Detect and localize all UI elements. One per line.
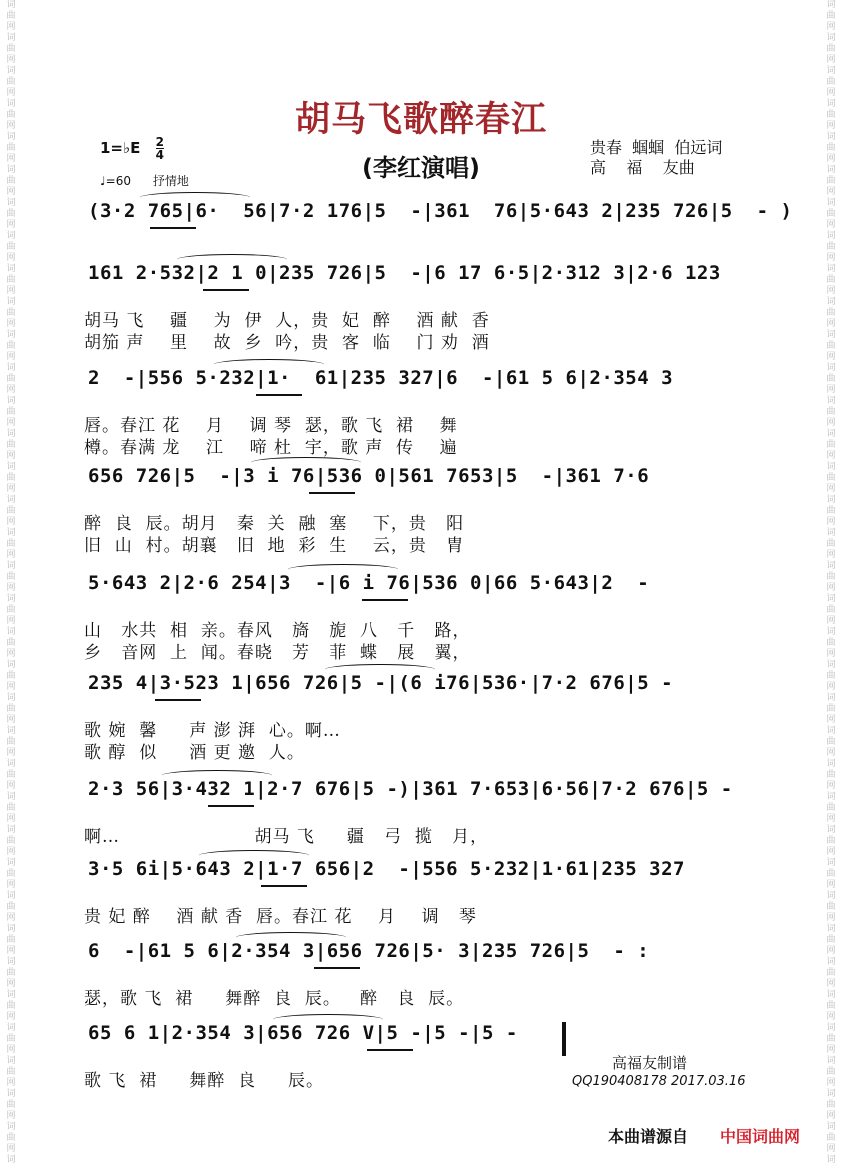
watermark-char: 曲 — [826, 539, 836, 549]
singer-label: (李红演唱) — [362, 154, 480, 182]
slur-mark — [214, 359, 324, 370]
watermark-char: 曲 — [6, 671, 16, 681]
watermark-char: 词 — [6, 627, 16, 637]
watermark-char: 曲 — [6, 11, 16, 21]
watermark-char: 曲 — [826, 1034, 836, 1044]
watermark-char: 网 — [6, 253, 16, 263]
watermark-char: 词 — [826, 726, 836, 736]
watermark-char: 网 — [826, 880, 836, 890]
watermark-char: 网 — [826, 451, 836, 461]
watermark-char: 词 — [826, 66, 836, 76]
watermark-char: 曲 — [826, 110, 836, 120]
watermark-char: 词 — [6, 561, 16, 571]
watermark-char: 网 — [826, 319, 836, 329]
watermark-char: 网 — [826, 583, 836, 593]
watermark-char: 曲 — [6, 935, 16, 945]
watermark-char: 曲 — [826, 638, 836, 648]
notation-line-7: 2·3 56|3·432 1|2·7 676|5 -)|361 7·653|6·56|7·2 676|5 - — [88, 778, 733, 800]
watermark-char: 曲 — [6, 539, 16, 549]
watermark-char: 词 — [6, 1122, 16, 1132]
watermark-char: 词 — [6, 1023, 16, 1033]
beam-line — [155, 699, 201, 701]
watermark-char: 词 — [826, 792, 836, 802]
watermark-char: 词 — [6, 264, 16, 274]
watermark-char: 网 — [826, 781, 836, 791]
watermark-char: 网 — [826, 517, 836, 527]
watermark-char: 网 — [826, 22, 836, 32]
watermark-char: 词 — [826, 693, 836, 703]
key-signature — [100, 136, 164, 161]
beam-line — [150, 227, 196, 229]
watermark-char: 网 — [6, 682, 16, 692]
site-name: 中国词曲网 — [720, 1127, 801, 1146]
watermark-char: 词 — [6, 1089, 16, 1099]
watermark-char: 网 — [826, 682, 836, 692]
watermark-char: 曲 — [826, 770, 836, 780]
lyric-verse2-line-3: 樽。春满 龙 江 啼 杜 宇，歌 声 传 遍 — [84, 438, 458, 458]
source-label: 本曲谱源自 — [608, 1127, 689, 1146]
watermark-char: 曲 — [6, 407, 16, 417]
watermark-char: 曲 — [6, 1133, 16, 1143]
watermark-char: 曲 — [826, 1133, 836, 1143]
watermark-char: 曲 — [6, 209, 16, 219]
watermark-char: 曲 — [826, 11, 836, 21]
watermark-char: 曲 — [826, 869, 836, 879]
watermark-char: 曲 — [826, 836, 836, 846]
time-bottom: 4 — [155, 148, 164, 162]
watermark-char: 网 — [826, 913, 836, 923]
watermark-char: 词 — [826, 0, 836, 10]
watermark-char: 网 — [6, 649, 16, 659]
watermark-char: 网 — [826, 484, 836, 494]
watermark-char: 曲 — [6, 1100, 16, 1110]
watermark-char: 网 — [826, 814, 836, 824]
watermark-char: 网 — [6, 583, 16, 593]
watermark-char: 网 — [6, 880, 16, 890]
beam-line — [208, 805, 254, 807]
time-signature — [156, 136, 164, 161]
notation-line-10: 65 6 1|2·354 3|656 726 V|5 -|5 -|5 - — [88, 1022, 518, 1044]
watermark-char: 曲 — [6, 308, 16, 318]
watermark-char: 网 — [826, 418, 836, 428]
watermark-char: 词 — [6, 891, 16, 901]
watermark-char: 词 — [6, 462, 16, 472]
credits — [590, 138, 722, 178]
watermark-char: 网 — [826, 220, 836, 230]
watermark-char: 曲 — [826, 209, 836, 219]
watermark-char: 词 — [6, 858, 16, 868]
watermark-char: 曲 — [6, 77, 16, 87]
watermark-char: 词 — [826, 1122, 836, 1132]
watermark-char: 网 — [6, 946, 16, 956]
watermark-char: 曲 — [826, 902, 836, 912]
watermark-char: 曲 — [826, 506, 836, 516]
watermark-char: 词 — [826, 429, 836, 439]
watermark-char: 词 — [6, 759, 16, 769]
watermark-char: 网 — [826, 748, 836, 758]
watermark-char: 曲 — [6, 506, 16, 516]
watermark-char: 网 — [6, 187, 16, 197]
watermark-char: 网 — [6, 121, 16, 131]
watermark-char: 网 — [6, 715, 16, 725]
watermark-char: 网 — [6, 550, 16, 560]
watermark-char: 曲 — [6, 1067, 16, 1077]
watermark-char: 词 — [6, 396, 16, 406]
notation-line-6: 235 4|3·523 1|656 726|5 -|(6 i76|536·|7·2 676|5 - — [88, 672, 674, 694]
watermark-char: 网 — [6, 55, 16, 65]
final-barline — [562, 1022, 566, 1056]
time-top: 2 — [155, 135, 164, 149]
watermark-char: 词 — [826, 396, 836, 406]
watermark-char: 曲 — [826, 242, 836, 252]
watermark-char: 曲 — [826, 1067, 836, 1077]
watermark-char: 曲 — [826, 143, 836, 153]
watermark-char: 曲 — [826, 473, 836, 483]
watermark-char: 词 — [826, 561, 836, 571]
watermark-char: 词 — [6, 957, 16, 967]
watermark-char: 曲 — [826, 935, 836, 945]
watermark-char: 词 — [826, 33, 836, 43]
watermark-char: 词 — [6, 726, 16, 736]
watermark-char: 词 — [826, 165, 836, 175]
lyric-verse2-line-2: 胡笳 声 里 故 乡 吟，贵 客 临 门 劝 酒 — [84, 333, 490, 353]
watermark-char: 网 — [6, 319, 16, 329]
watermark-char: 网 — [6, 88, 16, 98]
watermark-char: 网 — [6, 286, 16, 296]
beam-line — [309, 492, 355, 494]
watermark-char: 词 — [6, 1155, 16, 1165]
tempo-marking — [100, 172, 189, 189]
watermark-char: 曲 — [826, 605, 836, 615]
slur-mark — [199, 850, 309, 861]
watermark-char: 网 — [6, 1111, 16, 1121]
watermark-char: 词 — [6, 495, 16, 505]
watermark-char: 词 — [826, 1056, 836, 1066]
lyric-verse2-line-5: 乡 音网 上 闻。春晓 芳 菲 蝶 展 翼， — [84, 643, 471, 663]
watermark-char: 词 — [826, 99, 836, 109]
watermark-char: 词 — [826, 627, 836, 637]
notation-line-2: 161 2·532|2 1 0|235 726|5 -|6 17 6·5|2·312 3|2·6 123 — [88, 262, 721, 284]
key-text: 1=♭E — [100, 139, 141, 157]
beam-line — [203, 289, 249, 291]
watermark-char: 曲 — [826, 803, 836, 813]
watermark-char: 曲 — [6, 605, 16, 615]
watermark-char: 曲 — [6, 638, 16, 648]
watermark-char: 词 — [6, 165, 16, 175]
watermark-char: 曲 — [6, 968, 16, 978]
watermark-char: 网 — [6, 22, 16, 32]
song-title: 胡马飞歌醉春江 — [294, 100, 547, 140]
slur-mark — [140, 192, 250, 203]
watermark-char: 词 — [6, 825, 16, 835]
watermark-char: 网 — [6, 781, 16, 791]
watermark-char: 曲 — [6, 836, 16, 846]
watermark-char: 网 — [826, 946, 836, 956]
watermark-char: 曲 — [826, 1001, 836, 1011]
watermark-char: 曲 — [6, 869, 16, 879]
watermark-char: 词 — [826, 231, 836, 241]
watermark-char: 曲 — [826, 407, 836, 417]
beam-line — [314, 967, 360, 969]
watermark-char: 词 — [6, 660, 16, 670]
tempo-value: ♩=60 — [100, 174, 131, 188]
lyric-verse1-line-3: 唇。春江 花 月 调 琴 瑟，歌 飞 裙 舞 — [84, 416, 458, 436]
beam-line — [367, 1049, 413, 1051]
watermark-char: 词 — [6, 1056, 16, 1066]
watermark-char: 曲 — [826, 374, 836, 384]
watermark-char: 词 — [6, 924, 16, 934]
watermark-char: 网 — [6, 451, 16, 461]
slur-mark — [288, 564, 398, 575]
watermark-char: 网 — [6, 484, 16, 494]
lyric-verse1-line-2: 胡马 飞 疆 为 伊 人，贵 妃 醉 酒 献 香 — [84, 311, 490, 331]
watermark-char: 网 — [6, 1045, 16, 1055]
watermark-char: 词 — [826, 132, 836, 142]
watermark-char: 词 — [826, 594, 836, 604]
beam-line — [256, 394, 302, 396]
watermark-char: 词 — [6, 132, 16, 142]
watermark-char: 词 — [826, 759, 836, 769]
watermark-char: 曲 — [6, 341, 16, 351]
watermark-char: 词 — [826, 924, 836, 934]
watermark-char: 词 — [826, 198, 836, 208]
watermark-char: 词 — [6, 429, 16, 439]
watermark-char: 曲 — [6, 440, 16, 450]
watermark-char: 曲 — [6, 902, 16, 912]
watermark-char: 曲 — [826, 275, 836, 285]
watermark-char: 词 — [6, 231, 16, 241]
watermark-char: 网 — [6, 1012, 16, 1022]
watermark-char: 词 — [6, 33, 16, 43]
watermark-char: 曲 — [6, 770, 16, 780]
watermark-char: 曲 — [6, 143, 16, 153]
beam-line — [362, 599, 408, 601]
watermark-char: 网 — [826, 1144, 836, 1154]
notation-line-9: 6 -|61 5 6|2·354 3|656 726|5· 3|235 726|5 - : — [88, 940, 650, 962]
watermark-char: 词 — [826, 1155, 836, 1165]
watermark-char: 词 — [826, 891, 836, 901]
watermark-char: 网 — [6, 616, 16, 626]
watermark-char: 曲 — [826, 704, 836, 714]
watermark-char: 词 — [6, 66, 16, 76]
watermark-char: 网 — [6, 847, 16, 857]
notation-line-8: 3·5 6i|5·643 2|1·7 656|2 -|556 5·232|1·61|235 327 — [88, 858, 685, 880]
score-maker: 高福友制谱 — [612, 1054, 688, 1072]
lyric-verse1-line-4: 醉 良 辰。胡月 秦 关 融 塞 下，贵 阳 — [84, 514, 465, 534]
slur-mark — [273, 1014, 383, 1025]
watermark-char: 词 — [826, 1089, 836, 1099]
watermark-char: 词 — [826, 264, 836, 274]
watermark-char: 网 — [826, 979, 836, 989]
watermark-char: 网 — [6, 748, 16, 758]
watermark-char: 词 — [6, 198, 16, 208]
watermark-char: 曲 — [826, 1100, 836, 1110]
lyric-verse1-line-5: 山 水共 相 亲。春风 旖 旎 八 千 路， — [84, 621, 471, 641]
watermark-char: 曲 — [6, 374, 16, 384]
watermark-char: 网 — [826, 1045, 836, 1055]
watermark-char: 曲 — [6, 1001, 16, 1011]
watermark-char: 网 — [6, 1078, 16, 1088]
watermark-char: 网 — [6, 220, 16, 230]
watermark-char: 曲 — [826, 44, 836, 54]
watermark-char: 网 — [826, 847, 836, 857]
watermark-char: 曲 — [826, 77, 836, 87]
watermark-char: 曲 — [6, 803, 16, 813]
qq-date: QQ190408178 2017.03.16 — [572, 1074, 746, 1089]
watermark-char: 词 — [826, 462, 836, 472]
watermark-char: 词 — [6, 792, 16, 802]
watermark-char: 网 — [826, 1012, 836, 1022]
watermark-char: 网 — [826, 121, 836, 131]
lyric-verse2-line-6: 歌 醇 似 酒 更 邀 人。 — [84, 743, 305, 763]
watermark-char: 词 — [826, 495, 836, 505]
beam-line — [261, 885, 307, 887]
watermark-char: 网 — [6, 979, 16, 989]
watermark-char: 网 — [826, 352, 836, 362]
notation-line-5: 5·643 2|2·6 254|3 -|6 i 76|536 0|66 5·643|2 - — [88, 572, 650, 594]
watermark-char: 网 — [826, 715, 836, 725]
watermark-char: 曲 — [6, 242, 16, 252]
watermark-char: 曲 — [826, 176, 836, 186]
watermark-char: 网 — [826, 253, 836, 263]
watermark-char: 词 — [6, 297, 16, 307]
watermark-char: 词 — [826, 990, 836, 1000]
watermark-char: 曲 — [6, 110, 16, 120]
lyric-verse1-line-10: 歌 飞 裙 舞醉 良 辰。 — [84, 1071, 325, 1091]
watermark-char: 曲 — [826, 341, 836, 351]
watermark-char: 曲 — [826, 440, 836, 450]
watermark-char: 网 — [826, 88, 836, 98]
watermark-char: 网 — [6, 1144, 16, 1154]
watermark-char: 词 — [826, 858, 836, 868]
watermark-char: 曲 — [6, 737, 16, 747]
watermark-char: 网 — [826, 1078, 836, 1088]
watermark-char: 曲 — [826, 968, 836, 978]
mood-text: 抒情地 — [152, 174, 189, 188]
slur-mark — [162, 770, 272, 781]
watermark-char: 网 — [6, 517, 16, 527]
watermark-char: 曲 — [6, 44, 16, 54]
credits-lyricists: 贵春 蝈蝈 伯远词 — [590, 138, 723, 157]
watermark-char: 网 — [826, 1111, 836, 1121]
watermark-char: 词 — [6, 0, 16, 10]
lyric-verse2-line-4: 旧 山 村。胡襄 旧 地 彩 生 云，贵 胄 — [84, 536, 465, 556]
watermark-char: 词 — [6, 990, 16, 1000]
watermark-char: 曲 — [6, 275, 16, 285]
lyric-verse1-line-7: 啊… 胡马 飞 疆 弓 揽 月， — [84, 827, 489, 847]
lyric-verse1-line-9: 瑟，歌 飞 裙 舞醉 良 辰。 醉 良 辰。 — [84, 989, 465, 1009]
watermark-char: 词 — [6, 99, 16, 109]
watermark-char: 词 — [826, 528, 836, 538]
watermark-char: 网 — [6, 385, 16, 395]
watermark-char: 词 — [826, 297, 836, 307]
watermark-char: 曲 — [826, 737, 836, 747]
notation-line-1: (3·2 765|6· 56|7·2 176|5 -|361 76|5·643 2|235 726|5 - ) — [88, 200, 793, 222]
watermark-char: 词 — [6, 330, 16, 340]
watermark-char: 网 — [6, 814, 16, 824]
watermark-char: 网 — [6, 913, 16, 923]
watermark-char: 曲 — [6, 1034, 16, 1044]
watermark-char: 网 — [826, 55, 836, 65]
watermark-char: 曲 — [826, 671, 836, 681]
watermark-char: 网 — [6, 418, 16, 428]
watermark-char: 词 — [826, 660, 836, 670]
lyric-verse1-line-6: 歌 婉 馨 声 澎 湃 心。啊… — [84, 721, 341, 741]
watermark-char: 曲 — [826, 572, 836, 582]
slur-mark — [325, 664, 435, 675]
watermark-char: 网 — [826, 154, 836, 164]
watermark-char: 词 — [6, 363, 16, 373]
credits-composer: 高 福 友曲 — [590, 158, 695, 177]
watermark-char: 网 — [826, 649, 836, 659]
slur-mark — [236, 932, 346, 943]
watermark-char: 曲 — [6, 572, 16, 582]
watermark-char: 曲 — [6, 176, 16, 186]
watermark-char: 词 — [826, 957, 836, 967]
watermark-char: 词 — [6, 528, 16, 538]
notation-line-4: 656 726|5 -|3 i 76|536 0|561 7653|5 -|361 7·6 — [88, 465, 650, 487]
watermark-char: 网 — [6, 154, 16, 164]
watermark-char: 网 — [826, 187, 836, 197]
watermark-char: 网 — [826, 550, 836, 560]
notation-line-3: 2 -|556 5·232|1· 61|235 327|6 -|61 5 6|2·354 3 — [88, 367, 674, 389]
watermark-char: 网 — [826, 616, 836, 626]
watermark-char: 网 — [6, 352, 16, 362]
watermark-char: 曲 — [6, 473, 16, 483]
watermark-char: 曲 — [826, 308, 836, 318]
slur-mark — [177, 254, 287, 265]
slur-mark — [251, 457, 361, 468]
watermark-char: 曲 — [6, 704, 16, 714]
watermark-char: 词 — [826, 363, 836, 373]
watermark-char: 网 — [826, 286, 836, 296]
watermark-char: 网 — [826, 385, 836, 395]
watermark-char: 词 — [6, 594, 16, 604]
lyric-verse1-line-8: 贵 妃 醉 酒 献 香 唇。春江 花 月 调 琴 — [84, 907, 477, 927]
watermark-char: 词 — [6, 693, 16, 703]
watermark-char: 词 — [826, 330, 836, 340]
watermark-char: 词 — [826, 1023, 836, 1033]
watermark-char: 词 — [826, 825, 836, 835]
